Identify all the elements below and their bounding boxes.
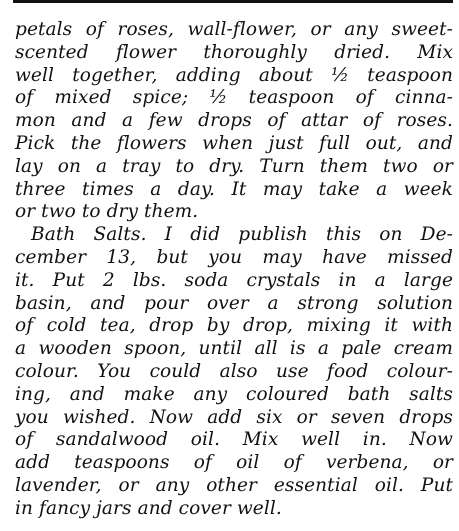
text-line: Pick the flowers when just full out, and <box>15 132 453 154</box>
text-line: you wished. Now add six or seven drops <box>15 406 453 428</box>
text-line: petals of roses, wall-flower, or any sweet- <box>15 19 453 40</box>
text-line: cember 13, but you may have missed <box>15 246 453 268</box>
article-text <box>15 19 453 521</box>
text-line: of sandalwood oil. Mix well in. Now <box>15 429 453 451</box>
text-line: well together, adding about ½ teaspoon <box>15 64 453 86</box>
paragraph-potpourri <box>15 19 453 224</box>
text-line: in fancy jars and cover well. <box>15 497 282 519</box>
text-line: Bath Salts. I did publish this on De- <box>31 224 453 246</box>
text-line: three times a day. It may take a week <box>15 178 453 200</box>
text-line: a wooden spoon, until all is a pale cream <box>15 338 453 360</box>
text-line: lay on a tray to dry. Turn them two or <box>15 155 453 177</box>
text-line: lavender, or any other essential oil. Put <box>15 474 453 496</box>
text-line: add teaspoons of oil of verbena, or <box>15 452 453 474</box>
text-line: scented flower thoroughly dried. Mix <box>15 41 453 63</box>
text-line: of mixed spice; ½ teaspoon of cinna- <box>15 87 453 109</box>
text-line: it. Put 2 lbs. soda crystals in a large <box>15 269 453 291</box>
paragraph-bath-salts <box>15 224 453 520</box>
top-rule <box>13 0 453 3</box>
text-line: mon and a few drops of attar of roses. <box>15 110 453 132</box>
text-line: colour. You could also use food colour- <box>15 360 453 382</box>
text-line: ing, and make any coloured bath salts <box>15 383 453 405</box>
text-line: or two to dry them. <box>15 201 199 223</box>
text-line: of cold tea, drop by drop, mixing it with <box>15 315 453 337</box>
text-line: basin, and pour over a strong solution <box>15 292 453 314</box>
